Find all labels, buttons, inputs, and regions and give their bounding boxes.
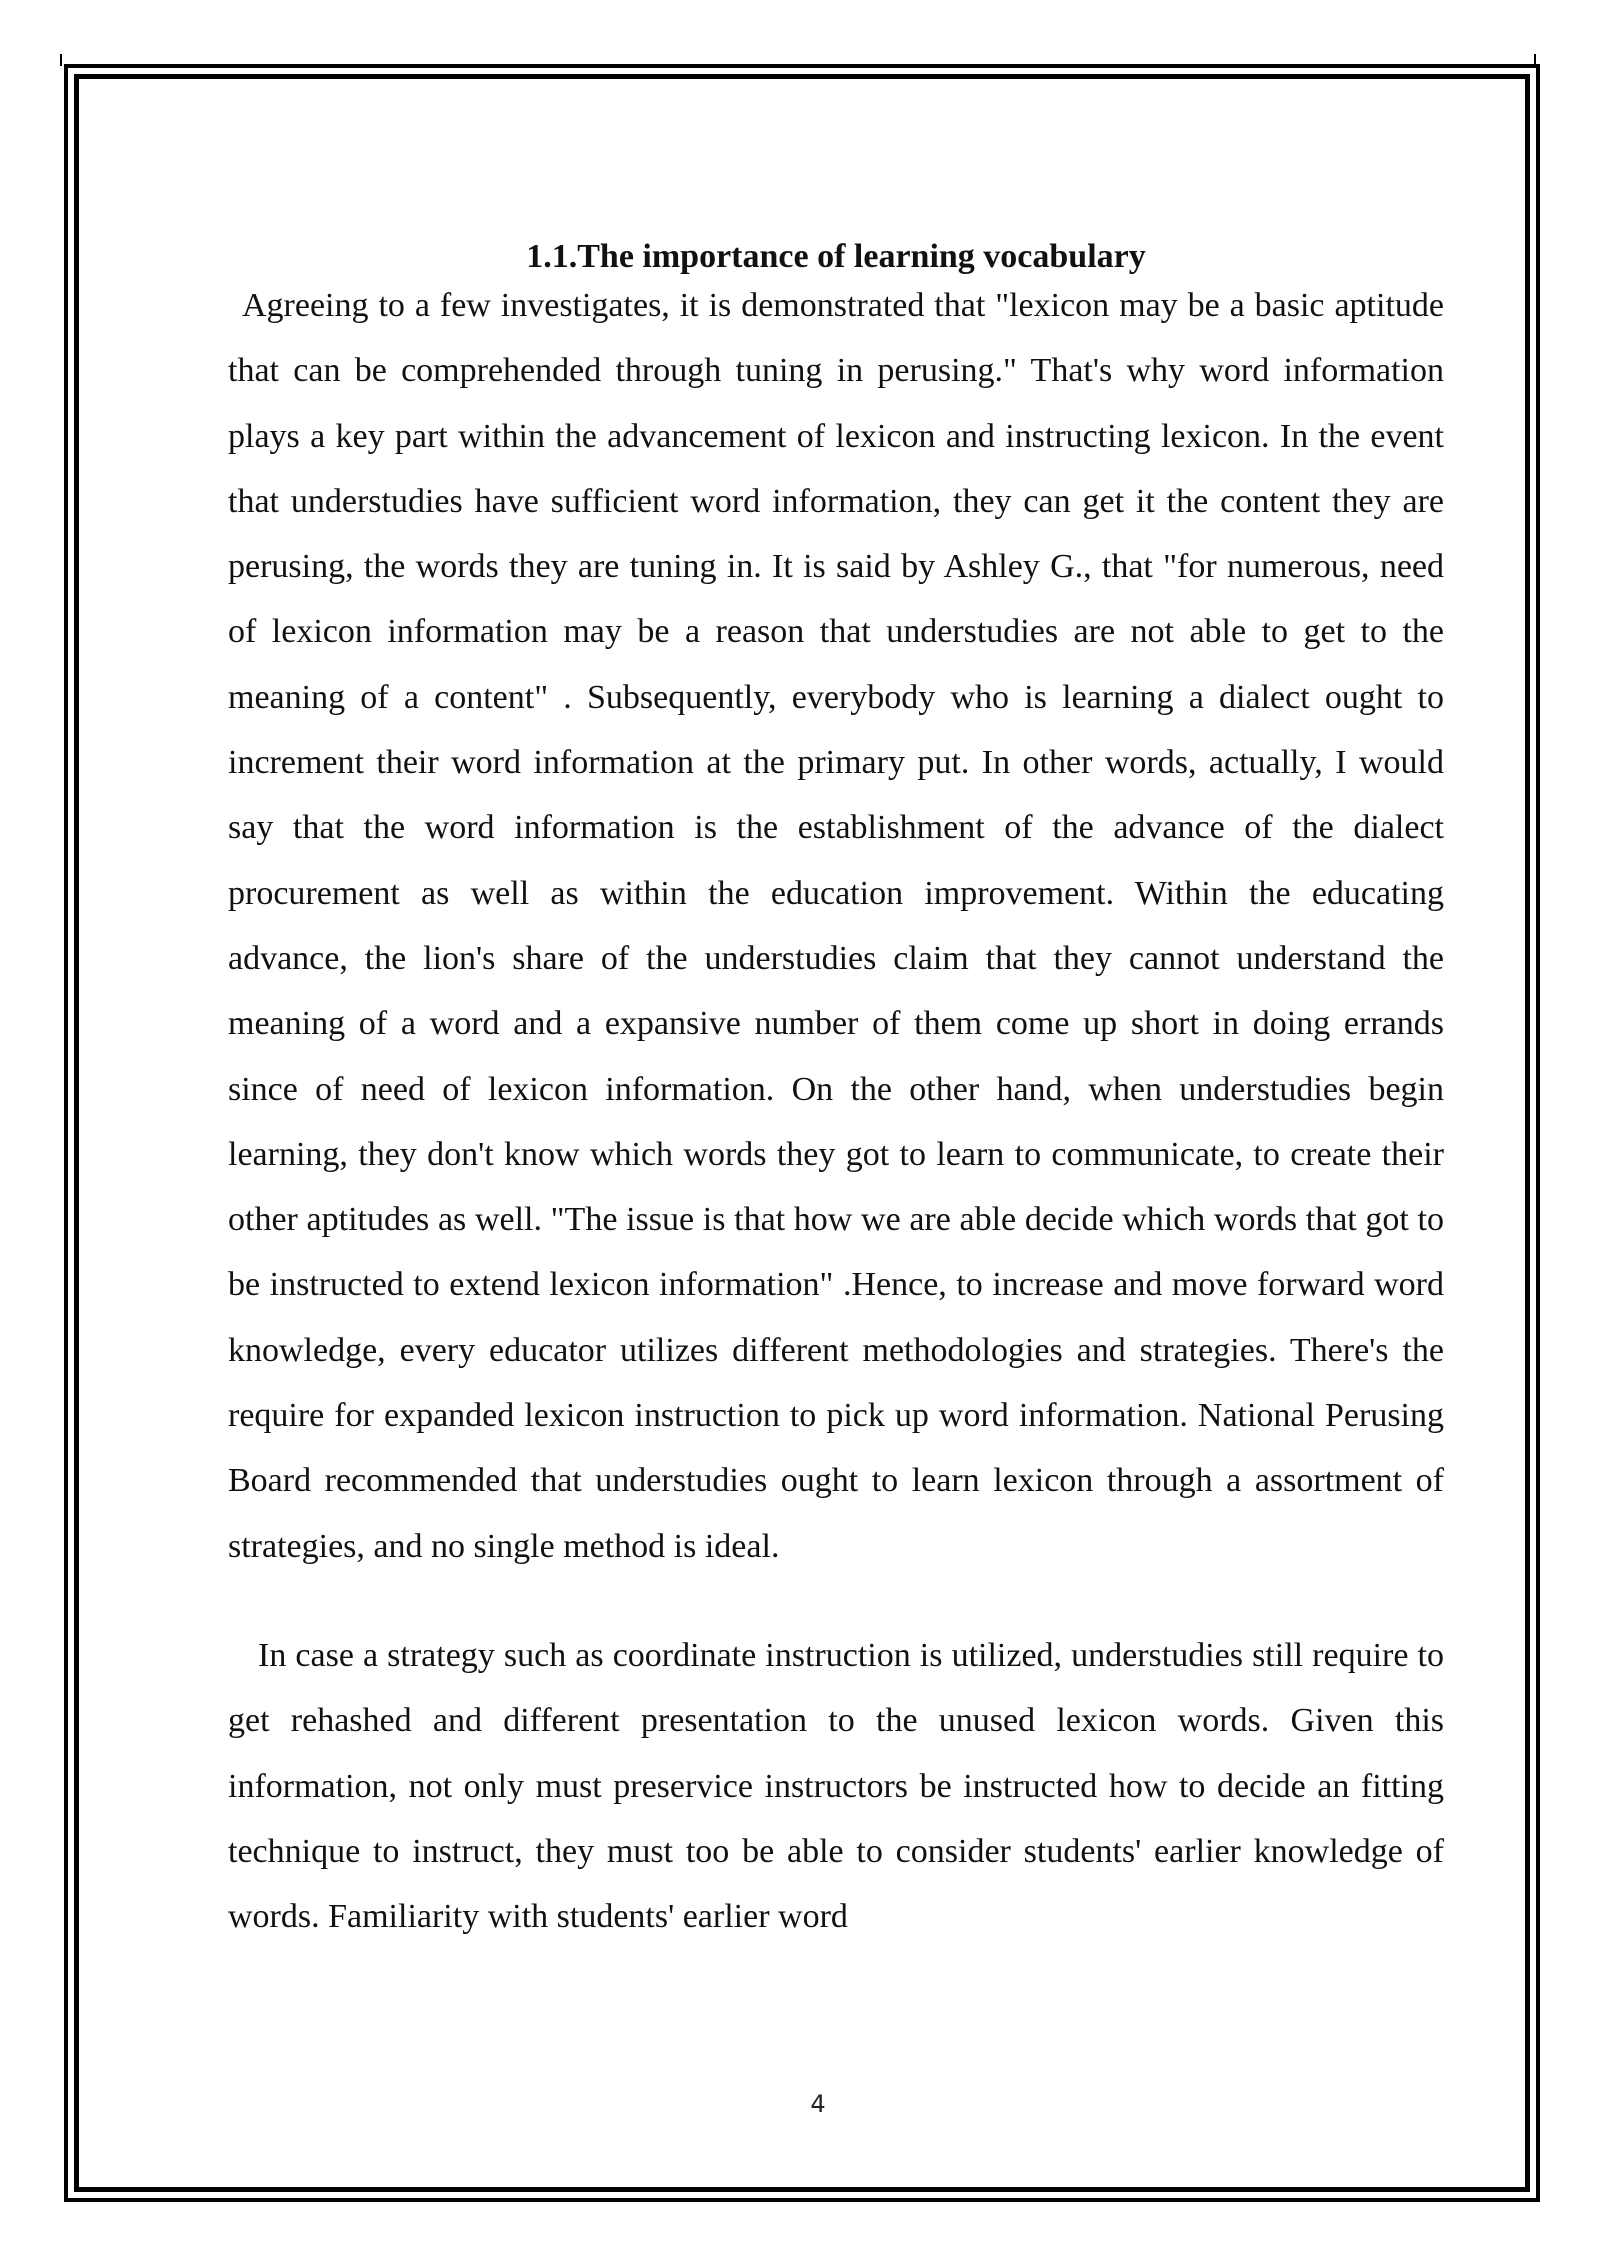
corner-mark-left — [60, 54, 62, 66]
page-content — [228, 235, 1444, 1949]
body-paragraph-1: Agreeing to a few investigates, it is demonstrated that "lexicon may be a basic aptitude that can be comprehended through tuning in perusing." That's why word information plays a key part within the advancement of lexicon and instructing lexicon. In the event that understudies have sufficient word information, they can get it the content they are perusing, the words they are tuning in. It is said by Ashley G., that "for numerous, need of lexicon information may be a reason that understudies are not able to get to the meaning of a content" . Subsequently, everybody who is learning a dialect ought to increment their word information at the primary put. In other words, actually, I would say that the word information is the establishment of the advance of the dialect procurement as well as within the education improvement. Within the educating advance, the lion's share of the understudies claim that they cannot understand the meaning of a word and a expansive number of them come up short in doing errands since of need of lexicon information. On the other hand, when understudies begin learning, they don't know which words they got to learn to communicate, to create their other aptitudes as well. "The issue is that how we are able decide which words that got to be instructed to extend lexicon information" .Hence, to increase and move forward word knowledge, every educator utilizes different methodologies and strategies. There's the require for expanded lexicon instruction to pick up word information. National Perusing Board recommended that understudies ought to learn lexicon through a assortment of strategies, and no single method is ideal. — [228, 287, 1444, 1565]
body-paragraph-2: In case a strategy such as coordinate instruction is utilized, understudies still require to get rehashed and different presentation to the unused lexicon words. Given this information, not only must preservice instructors be instructed how to decide an fitting technique to instruct, they must too be able to consider students' earlier knowledge of words. Familiarity with students' earlier word — [228, 1636, 1444, 1936]
section-heading: 1.1.The importance of learning vocabulary — [526, 238, 1146, 275]
page-number: 4 — [810, 2090, 826, 2118]
